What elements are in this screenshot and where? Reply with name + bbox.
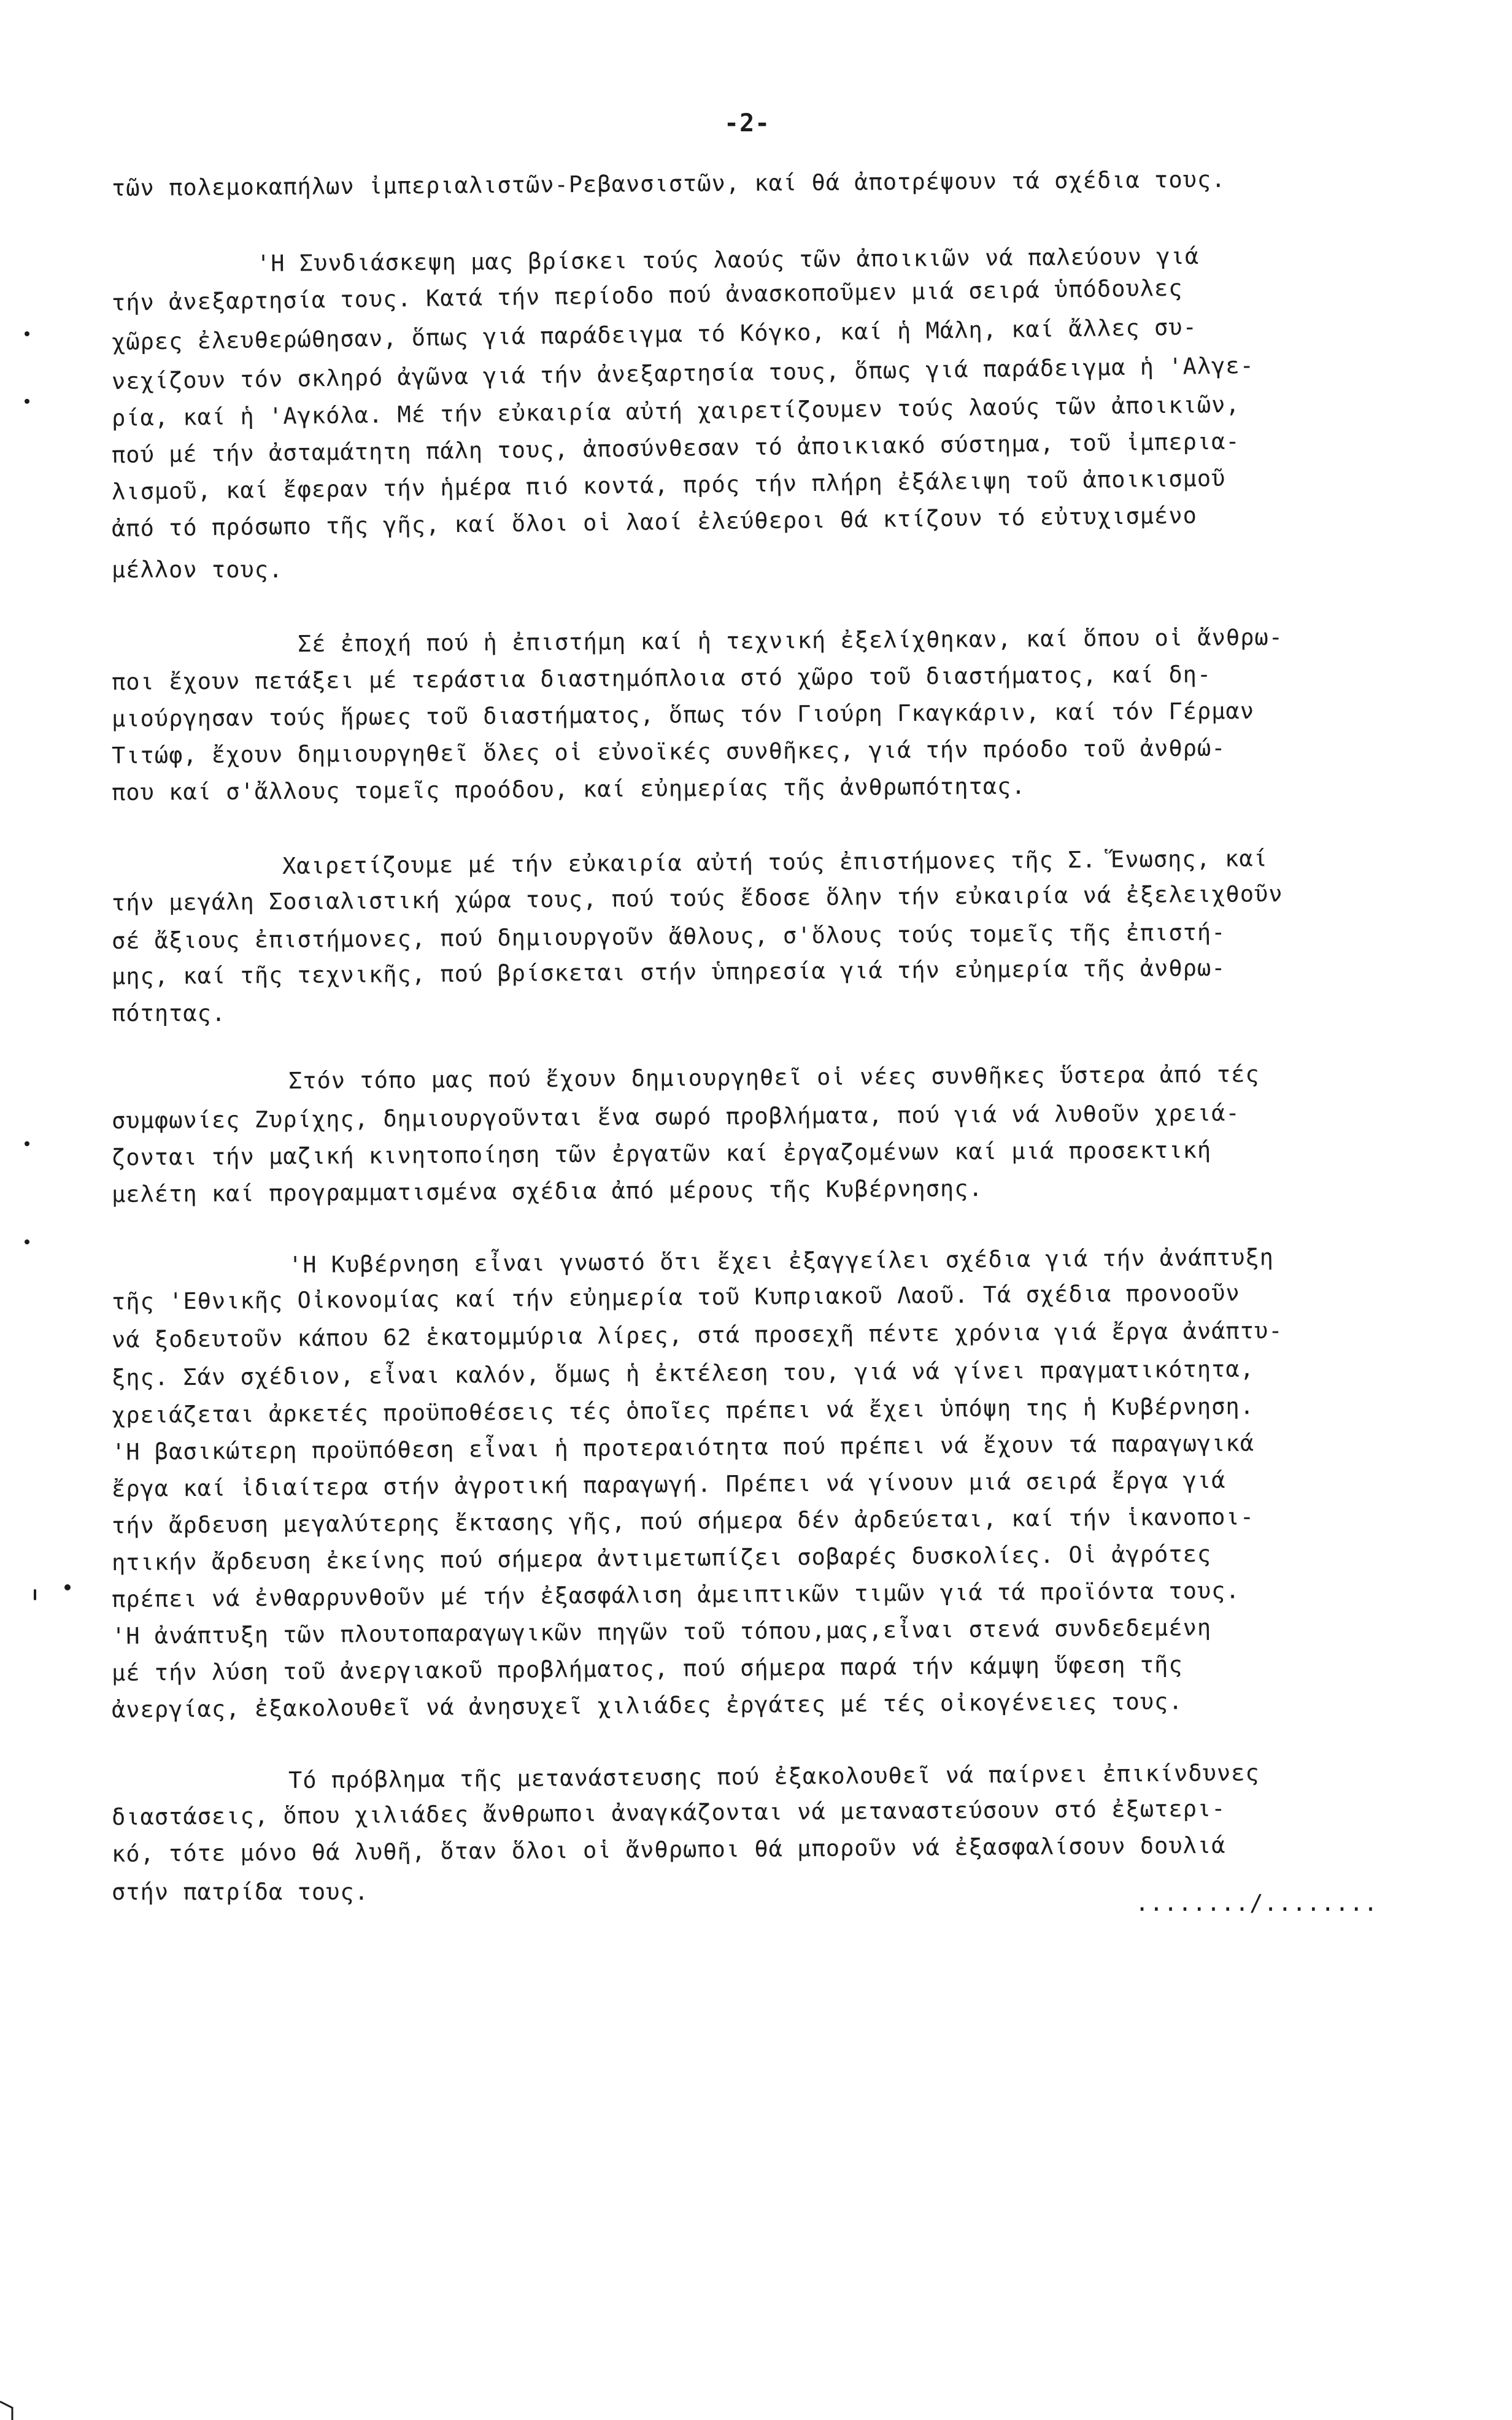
text-line: Σέ ἐποχή πού ἡ ἐπιστήμη καί ἡ τεχνική ἐξελίχθηκαν, καί ὅπου οἱ ἄνθρω- bbox=[297, 623, 1284, 657]
text-line: τήν μεγάλη Σοσιαλιστική χώρα τους, πού τούς ἔδοσε ὅλην τήν εὐκαιρία νά ἐξελειχθοῦν bbox=[111, 881, 1283, 916]
text-line: 'Η Κυβέρνηση εἶναι γνωστό ὅτι ἔχει ἐξαγγείλει σχέδια γιά τήν ἀνάπτυξη bbox=[288, 1244, 1275, 1278]
text-line: ζονται τήν μαζική κινητοποίηση τῶν ἐργατῶν καί ἐργαζομένων καί μιά προσεκτική bbox=[111, 1136, 1212, 1171]
text-line: 'Η ἀνάπτυξη τῶν πλουτοπαραγωγικῶν πηγῶν τοῦ τόπου,μας,εἶναι στενά συνδεδεμένη bbox=[111, 1614, 1212, 1649]
text-line: Χαιρετίζουμε μέ τήν εὐκαιρία αὐτή τούς ἐπιστήμονες τῆς Σ. Ἕνωσης, καί bbox=[282, 845, 1268, 879]
text-line: που καί σ'ἄλλους τομεῖς προόδου, καί εὐημερίας τῆς ἀνθρωπότητας. bbox=[111, 773, 1026, 806]
text-line: νά ξοδευτοῦν κάπου 62 ἑκατομμύρια λίρες, στά προσεχῆ πέντε χρόνια γιά ἔργα ἀνάπτυ- bbox=[111, 1317, 1283, 1353]
text-line: λισμοῦ, καί ἔφεραν τήν ἡμέρα πιό κοντά, πρός τήν πλήρη ἐξάλειψη τοῦ ἀποικισμοῦ bbox=[111, 464, 1226, 505]
text-line: μέ τήν λύση τοῦ ἀνεργιακοῦ προβλήματος, πού σήμερα παρά τήν κάμψη ὕφεση τῆς bbox=[111, 1651, 1183, 1686]
margin-dot bbox=[25, 1239, 29, 1244]
text-line: χρειάζεται ἀρκετές προϋποθέσεις τές ὁποῖες πρέπει νά ἔχει ὑπόψη της ἡ Κυβέρνηση. bbox=[111, 1393, 1255, 1428]
text-line: ἀνεργίας, ἐξακολουθεῖ νά ἀνησυχεῖ χιλιάδες ἐργάτες μέ τές οἰκογένειες τους. bbox=[111, 1688, 1183, 1723]
text-line: Τό πρόβλημα τῆς μετανάστευσης πού ἐξακολουθεῖ νά παίρνει ἐπικίνδυνες bbox=[288, 1759, 1260, 1794]
text-line: τῆς 'Εθνικῆς Οἰκονομίας καί τήν εὐημερία τοῦ Κυπριακοῦ Λαοῦ. Τά σχέδια προνοοῦν bbox=[111, 1279, 1240, 1315]
text-line: 'Η βασικώτερη προϋπόθεση εἶναι ἡ προτεραιότητα πού πρέπει νά ἔχουν τά παραγωγικά bbox=[111, 1430, 1255, 1465]
margin-dot bbox=[64, 1584, 71, 1590]
text-line: τῶν πολεμοκαπήλων ἰμπεριαλιστῶν-Ρεβανσιστῶν, καί θά ἀποτρέψουν τά σχέδια τους. bbox=[111, 166, 1226, 201]
text-line: τήν ἄρδευση μεγαλύτερης ἔκτασης γῆς, πού σήμερα δέν ἀρδεύεται, καί τήν ἱκανοποι- bbox=[111, 1503, 1255, 1539]
text-line: πότητας. bbox=[112, 1000, 226, 1027]
text-line: μιούργησαν τούς ἥρωες τοῦ διαστήματος, ὅπως τόν Γιούρη Γκαγκάριν, καί τόν Γέρμαν bbox=[111, 698, 1255, 732]
text-line: πού μέ τήν ἀσταμάτητη πάλη τους, ἀποσύνθεσαν τό ἀποικιακό σύστημα, τοῦ ἰμπερια- bbox=[111, 428, 1240, 468]
margin-dot bbox=[25, 331, 29, 336]
margin-tick bbox=[34, 1589, 36, 1600]
text-line: 'Η Συνδιάσκεψη μας βρίσκει τούς λαούς τῶν ἀποικιῶν νά παλεύουν γιά bbox=[256, 242, 1200, 277]
text-line: τήν ἀνεξαρτησία τους. Κατά τήν περίοδο πού ἀνασκοποῦμεν μιά σειρά ὑπόδουλες bbox=[111, 274, 1183, 316]
text-line: Τιτώφ, ἔχουν δημιουργηθεῖ ὅλες οἱ εὐνοϊκές συνθῆκες, γιά τήν πρόοδο τοῦ ἀνθρώ- bbox=[111, 734, 1226, 769]
text-line: συμφωνίες Ζυρίχης, δημιουργοῦνται ἕνα σωρό προβλήματα, πού γιά νά λυθοῦν χρειά- bbox=[111, 1100, 1240, 1134]
text-line: ἔργα καί ἰδιαίτερα στήν ἀγροτική παραγωγή. Πρέπει νά γίνουν μιά σειρά ἔργα γιά bbox=[111, 1466, 1226, 1502]
text-line: στήν πατρίδα τους. bbox=[112, 1879, 369, 1905]
text-line: σέ ἄξιους ἐπιστήμονες, πού δημιουργοῦν ἄθλους, σ'ὅλους τούς τομεῖς τῆς ἐπιστή- bbox=[111, 919, 1226, 954]
text-line: Στόν τόπο μας πού ἔχουν δημιουργηθεῖ οἱ νέες συνθῆκες ὕστερα ἀπό τές bbox=[288, 1060, 1260, 1094]
text-line: μελέτη καί προγραμματισμένα σχέδια ἀπό μέρους τῆς Κυβέρνησης. bbox=[111, 1175, 983, 1208]
text-line: ξης. Σάν σχέδιον, εἶναι καλόν, ὅμως ἡ ἐκτέλεση του, γιά νά γίνει πραγματικότητα, bbox=[111, 1355, 1255, 1391]
signature-mark: ......../........ bbox=[1135, 1890, 1378, 1916]
text-line: μέλλον τους. bbox=[112, 557, 284, 583]
text-line: ποι ἔχουν πετάξει μέ τεράστια διαστημόπλοια στό χῶρο τοῦ διαστήματος, καί δη- bbox=[111, 661, 1212, 695]
text-line: χῶρες ἐλευθερώθησαν, ὅπως γιά παράδειγμα τό Κόγκο, καί ἡ Μάλη, καί ἄλλες συ- bbox=[111, 314, 1198, 355]
page-number: -2- bbox=[724, 109, 771, 137]
text-line: νεχίζουν τόν σκληρό ἀγῶνα γιά τήν ἀνεξαρτησία τους, ὅπως γιά παράδειγμα ἡ 'Αλγε- bbox=[111, 352, 1255, 395]
text-line: διαστάσεις, ὅπου χιλιάδες ἄνθρωποι ἀναγκάζονται νά μεταναστεύσουν στό ἐξωτερι- bbox=[111, 1795, 1226, 1830]
text-line: κό, τότε μόνο θά λυθῆ, ὅταν ὅλοι οἱ ἄνθρωποι θά μποροῦν νά ἐξασφαλίσουν δουλιά bbox=[111, 1832, 1226, 1867]
text-line: πρέπει νά ἐνθαρρυνθοῦν μέ τήν ἐξασφάλιση ἀμειπτικῶν τιμῶν γιά τά προϊόντα τους. bbox=[111, 1577, 1240, 1613]
text-line: ἀπό τό πρόσωπο τῆς γῆς, καί ὅλοι οἱ λαοί ἐλεύθεροι θά κτίζουν τό εὐτυχισμένο bbox=[111, 502, 1198, 542]
margin-dot bbox=[25, 399, 29, 404]
text-line: ρία, καί ἡ 'Αγκόλα. Μέ τήν εὐκαιρία αὐτή χαιρετίζουμεν τούς λαούς τῶν ἀποικιῶν, bbox=[111, 391, 1240, 431]
text-line: μης, καί τῆς τεχνικῆς, πού βρίσκεται στήν ὑπηρεσία γιά τήν εὐημερία τῆς ἀνθρω- bbox=[111, 954, 1226, 990]
text-line: ητικήν ἄρδευση ἐκείνης πού σήμερα ἀντιμετωπίζει σοβαρές δυσκολίες. Οἱ ἀγρότες bbox=[111, 1540, 1212, 1576]
corner-mark bbox=[0, 2371, 37, 2420]
margin-dot bbox=[25, 1141, 29, 1146]
